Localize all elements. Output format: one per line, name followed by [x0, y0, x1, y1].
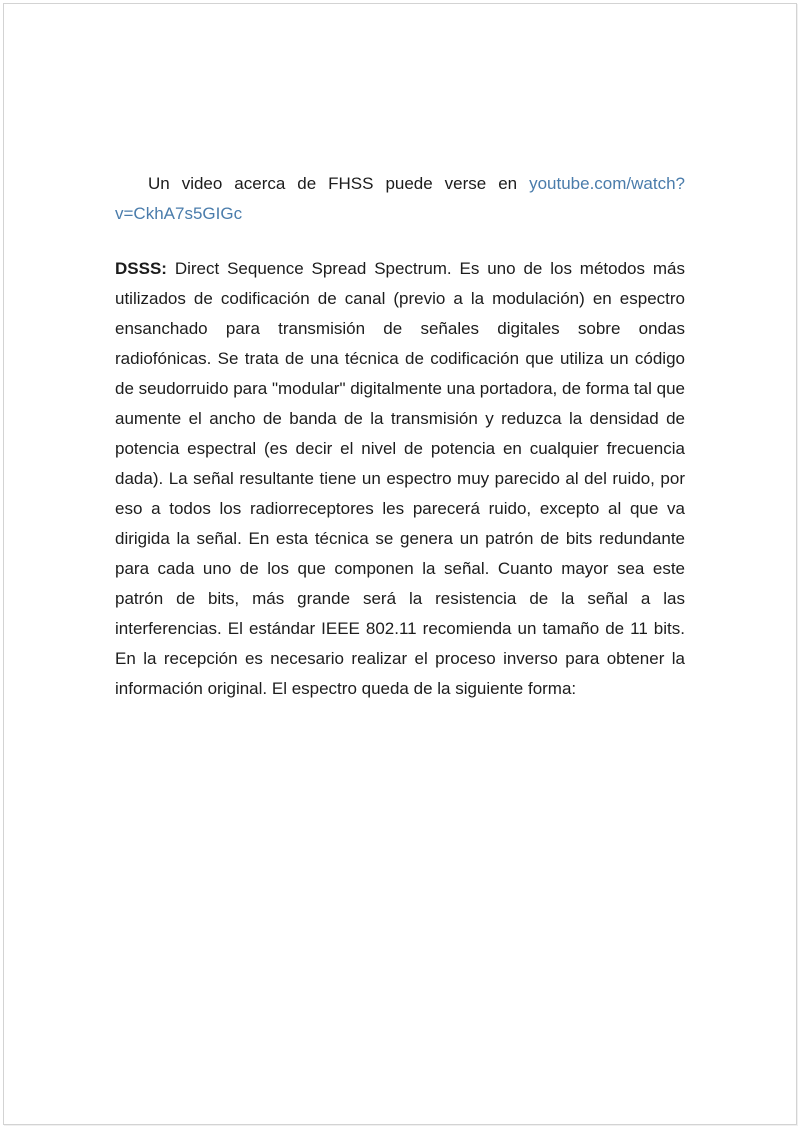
page-content	[115, 169, 685, 704]
paragraph-dsss	[115, 254, 685, 704]
document-page	[3, 3, 797, 1125]
dsss-body-text: Direct Sequence Spread Spectrum. Es uno de los métodos más utilizados de codificación de canal (previo a la modulación) en espectro ensanchado para transmisión de señales digitales sobre ondas radiofónicas. Se trata de una técnica de codificación que utiliza un código de seudorruido para "modular" digitalmente una portadora, de forma tal que aumente el ancho de banda de la transmisión y reduzca la densidad de potencia espectral (es decir el nivel de potencia en cualquier frecuencia dada). La señal resultante tiene un espectro muy parecido al del ruido, por eso a todos los radiorreceptores les parecerá ruido, excepto al que va dirigida la señal. En esta técnica se genera un patrón de bits redundante para cada uno de los que componen la señal. Cuanto mayor sea este patrón de bits, más grande será la resistencia de la señal a las interferencias. El estándar IEEE 802.11 recomienda un tamaño de 11 bits. En la recepción es necesario realizar el proceso inverso para obtener la información original. El espectro queda de la siguiente forma:	[115, 259, 685, 698]
paragraph-video-note	[115, 169, 685, 229]
dsss-term: DSSS:	[115, 259, 167, 278]
video-note-text: Un video acerca de FHSS puede verse en	[148, 174, 530, 193]
youtube-link[interactable]: youtube.com/watch?v=CkhA7s5GIGc	[115, 174, 685, 223]
